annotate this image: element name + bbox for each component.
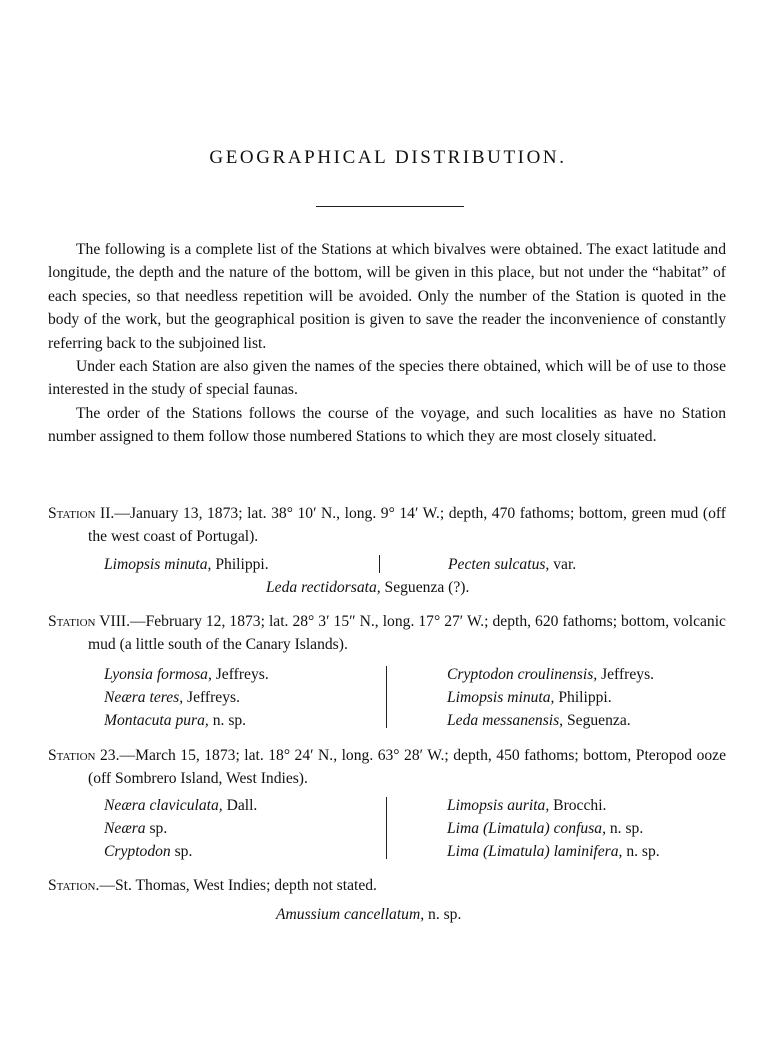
species-name: Cryptodon croulinensis, — [447, 666, 598, 683]
station-label: Station II. — [48, 505, 115, 522]
species-name: Leda rectidorsata, — [266, 579, 381, 596]
species-name: Amussium cancellatum, — [276, 906, 425, 923]
species-author: Dall. — [222, 797, 258, 814]
species-entry — [266, 576, 469, 599]
species-entry — [448, 553, 576, 576]
title-rule — [316, 206, 464, 207]
intro-text — [48, 238, 726, 449]
species-entry — [104, 553, 269, 576]
station-23 — [48, 744, 726, 791]
species-author: Jeffreys. — [183, 689, 240, 706]
species-name: Limopsis minuta, — [447, 689, 555, 706]
species-author: Jeffreys. — [597, 666, 655, 683]
species-entry — [104, 709, 246, 732]
species-name: Limopsis aurita, — [447, 797, 550, 814]
species-author: Seguenza. — [563, 712, 631, 729]
species-entry — [276, 903, 461, 926]
species-entry — [447, 686, 612, 709]
station-st-thomas — [48, 874, 726, 897]
page-title: GEOGRAPHICAL DISTRIBUTION. — [209, 147, 567, 168]
species-name: Montacuta pura, — [104, 712, 209, 729]
species-entry — [447, 709, 631, 732]
station-heading — [48, 610, 726, 657]
species-entry — [447, 840, 660, 863]
species-name: Lyonsia formosa, — [104, 666, 212, 683]
station-ii — [48, 502, 726, 549]
species-author: Brocchi. — [549, 797, 607, 814]
species-author: Philippi. — [554, 689, 612, 706]
species-name: Leda messanensis, — [447, 712, 564, 729]
species-author: Seguenza (?). — [380, 579, 470, 596]
station-details: —St. Thomas, West Indies; depth not stated. — [99, 877, 377, 894]
species-author: n. sp. — [208, 712, 247, 729]
species-author: n. sp. — [424, 906, 462, 923]
intro-paragraph-2: Under each Station are also given the names of the species there obtained, which will be of use to those interested in the study of special faunas. — [48, 358, 726, 399]
species-entry — [447, 663, 654, 686]
species-author: n. sp. — [622, 843, 660, 860]
species-name: Neæra teres, — [104, 689, 184, 706]
species-author: sp. — [145, 820, 168, 837]
column-divider — [379, 555, 380, 573]
station-viii — [48, 610, 726, 657]
station-heading — [48, 744, 726, 791]
station-details: —January 13, 1873; lat. 38° 10′ N., long. 9° 14′ W.; depth, 470 fathoms; bottom, green mud (off the west coast of Portugal). — [88, 505, 726, 546]
species-name: Lima (Limatula) laminifera, — [447, 843, 623, 860]
station-label: Station VIII. — [48, 613, 130, 630]
species-name: Lima (Limatula) confusa, — [447, 820, 606, 837]
species-author: var. — [549, 556, 577, 573]
station-label: Station. — [48, 877, 100, 894]
species-author: Philippi. — [211, 556, 269, 573]
column-divider — [386, 797, 387, 859]
station-heading — [48, 502, 726, 549]
species-entry — [104, 817, 167, 840]
intro-paragraph-1: The following is a complete list of the Stations at which bivalves were obtained. The exact latitude and longitude, the depth and the nature of the bottom, will be given in this place, but not under the “habitat” of each species, so that needless repetition will be avoided. Only the number of the Station is quoted in the body of the work, but the geographical position is given to save the reader the inconvenience of constantly referring back to the subjoined list. — [48, 241, 726, 352]
species-entry — [104, 794, 257, 817]
species-entry — [447, 794, 606, 817]
station-details: —March 15, 1873; lat. 18° 24′ N., long. 63° 28′ W.; depth, 450 fathoms; bottom, Pteropod ooze (off Sombrero Island, West Indies). — [88, 747, 727, 788]
intro-paragraph-3: The order of the Stations follows the course of the voyage, and such localities as have no Station number assigned to them follow those numbered Stations to which they are most closely situated. — [48, 404, 726, 446]
column-divider — [386, 666, 387, 728]
species-author: Jeffreys. — [211, 666, 269, 683]
species-entry — [104, 663, 269, 686]
species-name: Cryptodon — [104, 843, 171, 860]
species-entry — [447, 817, 643, 840]
species-author: sp. — [170, 843, 193, 860]
station-heading — [48, 874, 726, 897]
species-entry — [104, 840, 192, 863]
station-details: —February 12, 1873; lat. 28° 3′ 15″ N., long. 17° 27′ W.; depth, 620 fathoms; bottom, volcanic mud (a little south of the Canary Islands). — [88, 613, 726, 654]
species-entry — [104, 686, 240, 709]
species-author: n. sp. — [605, 820, 644, 837]
species-name: Limopsis minuta, — [104, 556, 212, 573]
species-name: Pecten sulcatus, — [448, 556, 550, 573]
species-name: Neæra — [104, 820, 146, 837]
station-label: Station 23. — [48, 747, 120, 764]
species-name: Neæra claviculata, — [104, 797, 223, 814]
